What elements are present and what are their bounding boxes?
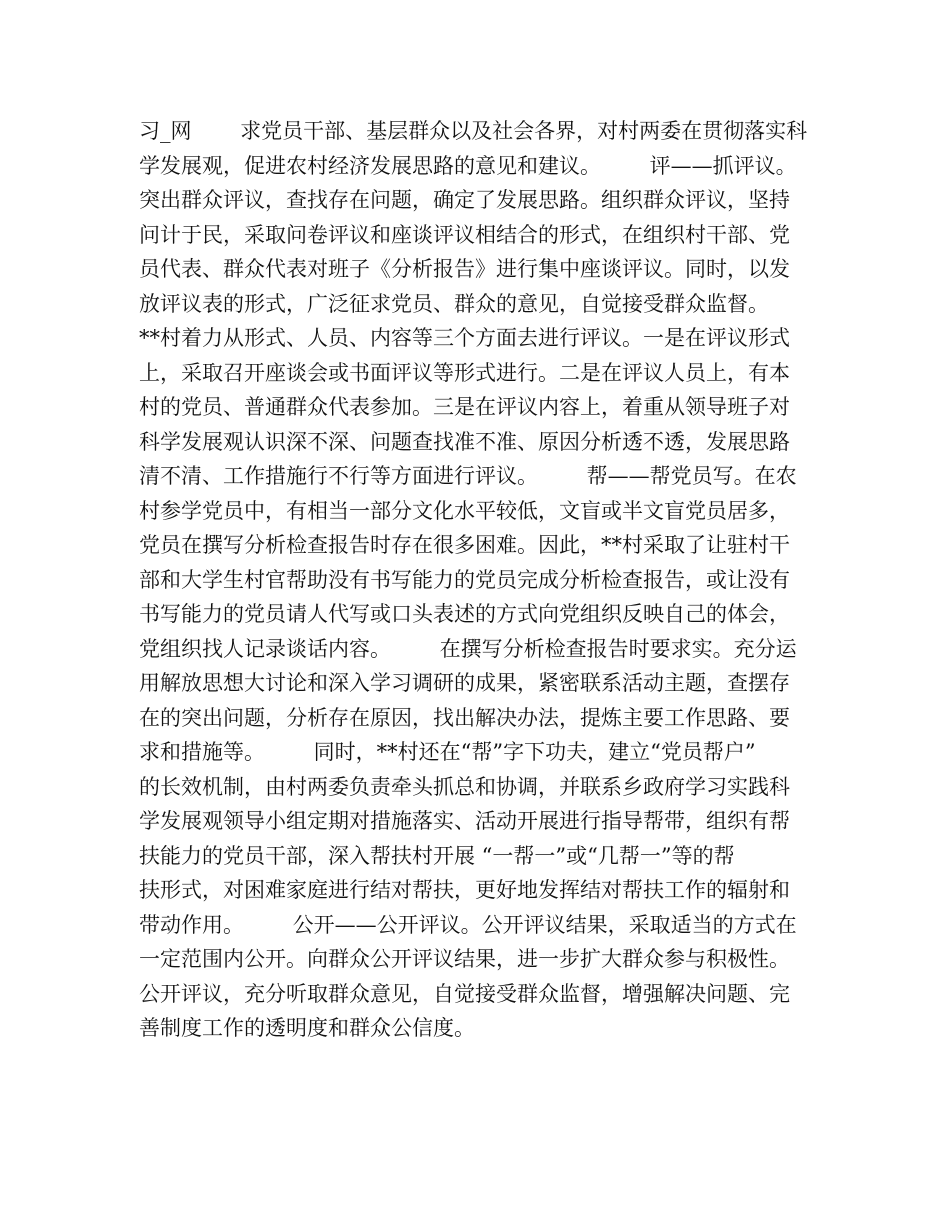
text-line: 用解放思想大讨论和深入学习调研的成果，紧密联系活动主题，查摆存: [139, 671, 790, 695]
text-line: 上，采取召开座谈会或书面评议等形式进行。二是在评议人员上，有本: [139, 360, 790, 385]
text-line: 书写能力的党员请人代写或口头表述的方式向党组织反映自己的体会，: [139, 602, 790, 626]
text-line: 习_网 求党员干部、基层群众以及社会各界，对村两委在贯彻落实科: [139, 119, 808, 143]
text-line: 一定范围内公开。向群众公开评议结果，进一步扩大群众参与积极性。: [139, 947, 790, 971]
text-line: 带动作用。 公开——公开评议。公开评议结果，采取适当的方式在: [139, 912, 797, 937]
text-line: 党组织找人记录谈话内容。 在撰写分析检查报告时要求实。充分运: [139, 636, 797, 661]
text-line: 学发展观，促进农村经济发展思路的意见和建议。 评——抓评议。: [139, 153, 797, 178]
text-line: 村的党员、普通群众代表参加。三是在评议内容上，着重从领导班子对: [139, 395, 790, 419]
text-line: 扶能力的党员干部，深入帮扶村开展 “一帮一”或“几帮一”等的帮: [139, 843, 735, 868]
text-line: 科学发展观认识深不深、问题查找准不准、原因分析透不透，发展思路: [139, 429, 790, 454]
text-line: 部和大学生村官帮助没有书写能力的党员完成分析检查报告，或让没有: [139, 567, 790, 592]
text-line: 学发展观领导小组定期对措施落实、活动开展进行指导帮带，组织有帮: [139, 809, 790, 833]
text-line: 扶形式，对困难家庭进行结对帮扶，更好地发挥结对帮扶工作的辐射和: [139, 878, 790, 902]
body-text: [139, 114, 819, 1046]
text-line: 公开评议，充分听取群众意见，自觉接受群众监督，增强解决问题、完: [139, 981, 790, 1006]
text-line: 在的突出问题，分析存在原因，找出解决办法，提炼主要工作思路、要: [139, 705, 790, 730]
text-line: 的长效机制，由村两委负责牵头抓总和协调，并联系乡政府学习实践科: [139, 774, 790, 799]
text-line: 员代表、群众代表对班子《分析报告》进行集中座谈评议。同时，以发: [139, 257, 790, 281]
text-line: 善制度工作的透明度和群众公信度。: [139, 1016, 475, 1040]
text-line: 突出群众评议，查找存在问题，确定了发展思路。组织群众评议，坚持: [139, 188, 790, 212]
text-line: **村着力从形式、人员、内容等三个方面去进行评议。一是在评议形式: [139, 326, 790, 350]
text-line: 村参学党员中，有相当一部分文化水平较低，文盲或半文盲党员居多，: [139, 498, 790, 523]
text-line: 党员在撰写分析检查报告时存在很多困难。因此，**村采取了让驻村干: [139, 533, 790, 557]
text-line: 问计于民，采取问卷评议和座谈评议相结合的形式，在组织村干部、党: [139, 222, 790, 247]
text-line: 清不清、工作措施行不行等方面进行评议。 帮——帮党员写。在农: [139, 464, 797, 488]
text-line: 求和措施等。 同时，**村还在“帮”字下功夫，建立“党员帮户”: [139, 740, 756, 764]
text-line: 放评议表的形式，广泛征求党员、群众的意见，自觉接受群众监督。: [139, 291, 769, 316]
